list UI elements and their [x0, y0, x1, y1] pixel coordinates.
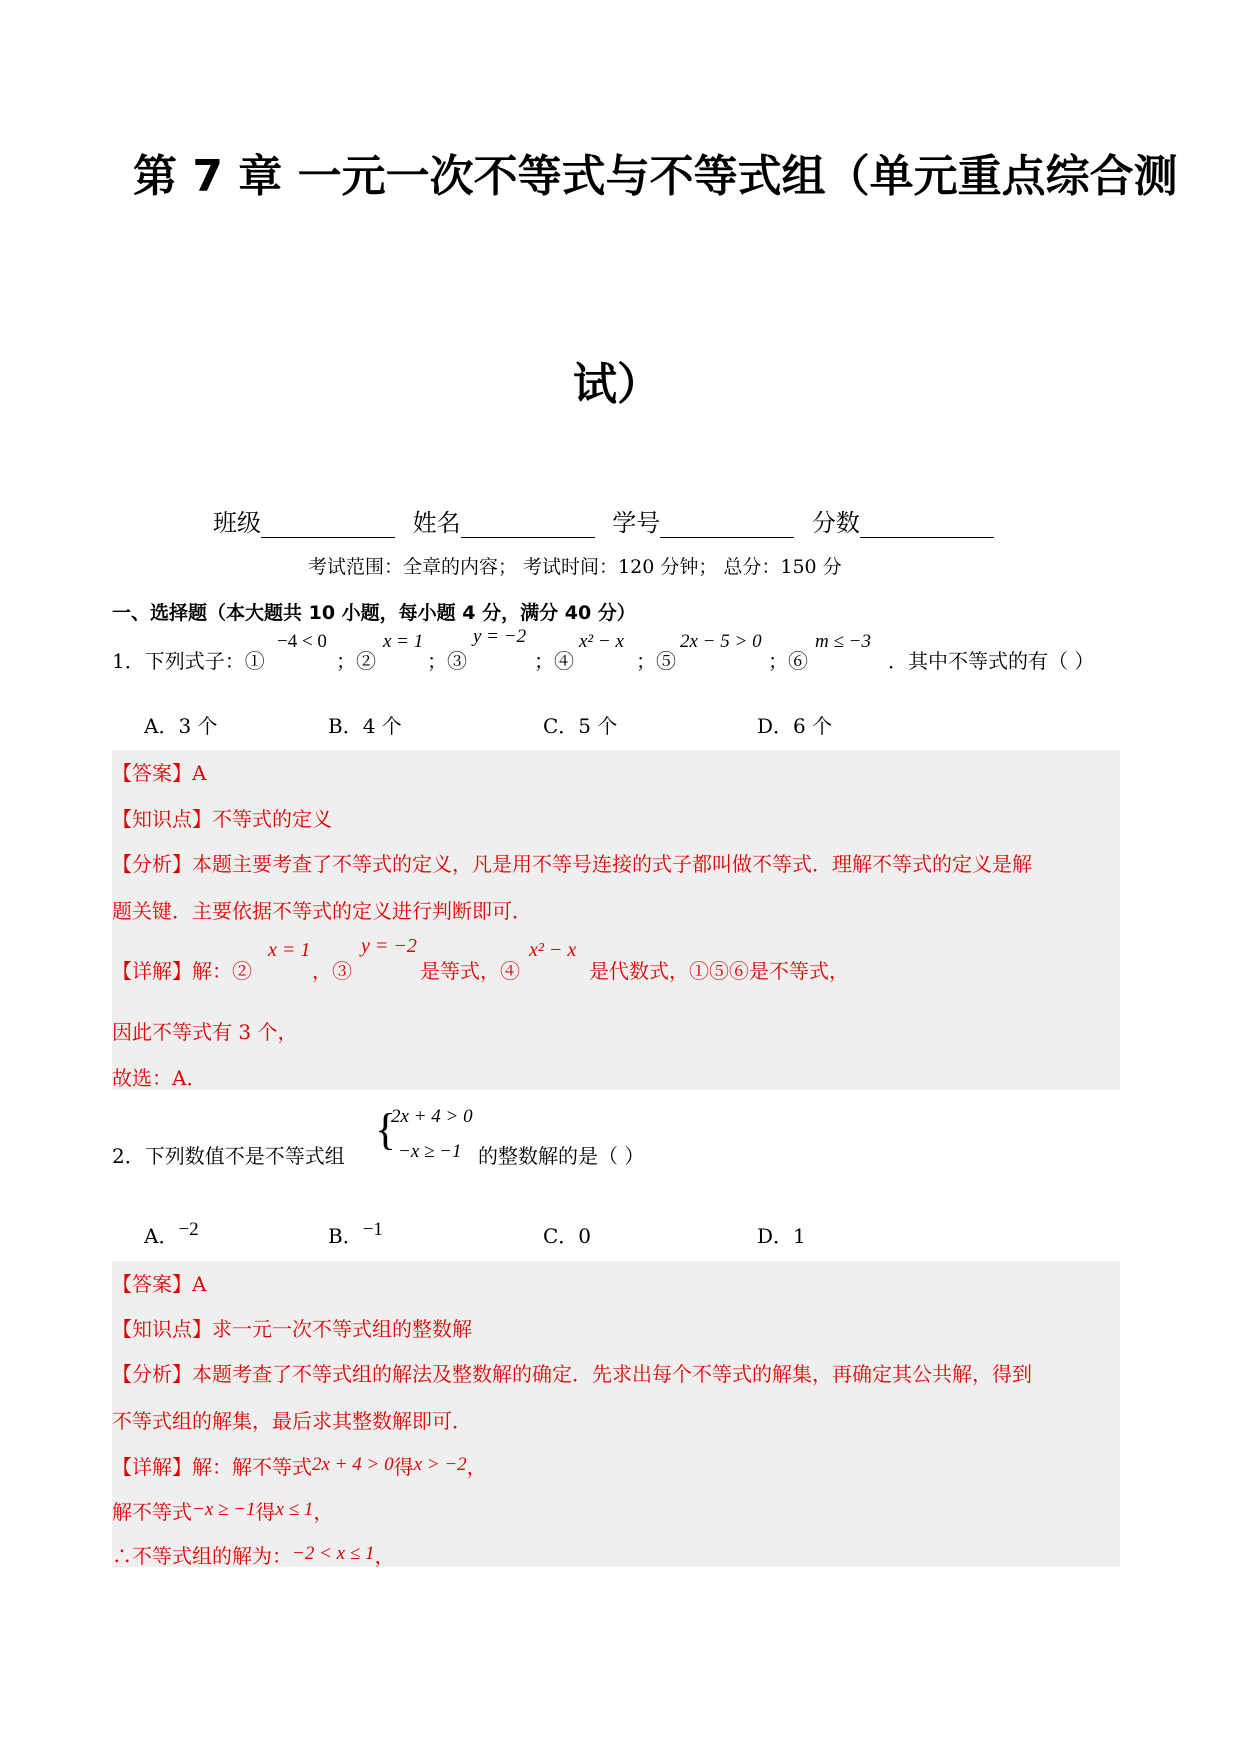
q2-answer: 【答案】A [112, 1272, 207, 1296]
class-label: 班级 [213, 509, 261, 537]
q2-knowledge-point: 【知识点】求一元一次不等式组的整数解 [112, 1317, 472, 1341]
q1-expr-3: y = −2 [473, 626, 527, 647]
q1-option-b[interactable]: B．4 个 [328, 714, 402, 738]
q2-option-a[interactable] [144, 1220, 199, 1249]
student-info-row [213, 503, 994, 538]
q2-option-b-value: −1 [362, 1219, 383, 1240]
q1-option-d[interactable]: D．6 个 [757, 714, 833, 738]
q2-detail2-mid: 得 [255, 1500, 276, 1524]
q1-detail-expr-3: x² − x [529, 939, 577, 961]
score-label: 分数 [811, 509, 860, 537]
q1-answer: 【答案】A [112, 761, 207, 785]
q2-option-b-label: B． [328, 1224, 363, 1248]
q2-analysis-line1: 【分析】本题考查了不等式组的解法及整数解的确定．先求出每个不等式的解集，再确定其公共解，得到 [112, 1362, 1032, 1386]
q2-option-c[interactable]: C．0 [543, 1224, 592, 1248]
q1-detail-mid: 是等式，④ [420, 959, 520, 983]
q1-sep-2: ；② [336, 649, 376, 673]
q1-detail-line2: 因此不等式有 3 个， [112, 1020, 298, 1044]
q1-knowledge-point: 【知识点】不等式的定义 [112, 807, 332, 831]
q2-option-a-value: −2 [178, 1219, 199, 1240]
q1-option-c[interactable]: C．5 个 [543, 714, 618, 738]
q2-detail2-expr2: x ≤ 1 [275, 1499, 314, 1520]
section-header-choice: 一、选择题（本大题共 10 小题，每小题 4 分，满分 40 分） [112, 602, 636, 624]
q1-expr-5: 2x − 5 > 0 [680, 631, 762, 652]
q1-detail-prefix: 【详解】解：② [112, 959, 252, 983]
q2-option-b[interactable] [328, 1220, 383, 1249]
q2-detail3-expr1: −2 < x ≤ 1 [292, 1543, 375, 1564]
q1-suffix: ．其中不等式的有（ ） [888, 649, 1095, 673]
q2-detail1-prefix: 【详解】解：解不等式 [112, 1455, 312, 1479]
q1-prefix: 1．下列式子：① [112, 649, 265, 673]
q2-system-bottom: −x ≥ −1 [398, 1141, 462, 1162]
q1-detail-sep: ，③ [312, 959, 352, 983]
name-label: 姓名 [412, 509, 461, 537]
q1-detail-line3: 故选：A． [112, 1066, 207, 1090]
q2-suffix: 的整数解的是（ ） [478, 1144, 645, 1168]
q2-detail1-expr2: x > −2 [413, 1454, 467, 1475]
q1-expr-6: m ≤ −3 [815, 631, 871, 652]
q2-detail-line3 [112, 1540, 395, 1569]
q1-detail-expr-1: x = 1 [268, 939, 311, 961]
q1-expr-2: x = 1 [383, 631, 424, 652]
q1-analysis-line1: 【分析】本题主要考查了不等式的定义，凡是用不等号连接的式子都叫做不等式．理解不等式的定义是解 [112, 852, 1032, 876]
id-label: 学号 [612, 509, 661, 537]
q1-expr-4: x² − x [579, 631, 624, 652]
page-title-line1: 第 7 章 一元一次不等式与不等式组（单元重点综合测 [133, 151, 1178, 202]
q1-sep-6: ；⑥ [768, 649, 808, 673]
q2-detail3-prefix: ∴不等式组的解为： [112, 1544, 292, 1568]
q2-prefix: 2．下列数值不是不等式组 [112, 1144, 345, 1168]
class-blank[interactable] [261, 513, 395, 538]
q2-detail1-mid: 得 [393, 1455, 414, 1479]
q2-detail-line2 [112, 1496, 333, 1525]
q2-detail3-end: ， [374, 1544, 395, 1568]
q1-sep-5: ；⑤ [636, 649, 676, 673]
q2-system-top: 2x + 4 > 0 [391, 1106, 473, 1127]
exam-info: 考试范围：全章的内容； 考试时间：120 分钟； 总分：150 分 [308, 556, 842, 578]
q2-detail2-prefix: 解不等式 [112, 1500, 192, 1524]
name-blank[interactable] [461, 513, 595, 538]
q2-detail1-expr1: 2x + 4 > 0 [312, 1454, 394, 1475]
q1-detail-expr-2: y = −2 [361, 935, 417, 957]
q1-analysis-line2: 题关键．主要依据不等式的定义进行判断即可． [112, 899, 532, 923]
q1-option-a[interactable]: A．3 个 [144, 714, 218, 738]
q2-option-a-label: A． [144, 1224, 179, 1248]
q2-detail1-end: ， [466, 1455, 487, 1479]
q2-detail-line1 [112, 1451, 487, 1480]
q2-detail2-end: ， [313, 1500, 334, 1524]
q2-detail2-expr1: −x ≥ −1 [192, 1499, 256, 1520]
page-title-line2: 试） [573, 359, 661, 410]
q1-detail-suffix: 是代数式，①⑤⑥是不等式， [589, 959, 849, 983]
score-blank[interactable] [860, 513, 994, 538]
q2-option-d[interactable]: D．1 [757, 1224, 806, 1248]
q1-expr-1: −4 < 0 [277, 631, 327, 652]
q2-analysis-line2: 不等式组的解集，最后求其整数解即可． [112, 1409, 472, 1433]
q2-system-brace: { [375, 1105, 397, 1154]
q1-sep-4: ；④ [534, 649, 574, 673]
q1-sep-3: ；③ [427, 649, 467, 673]
id-blank[interactable] [660, 513, 794, 538]
